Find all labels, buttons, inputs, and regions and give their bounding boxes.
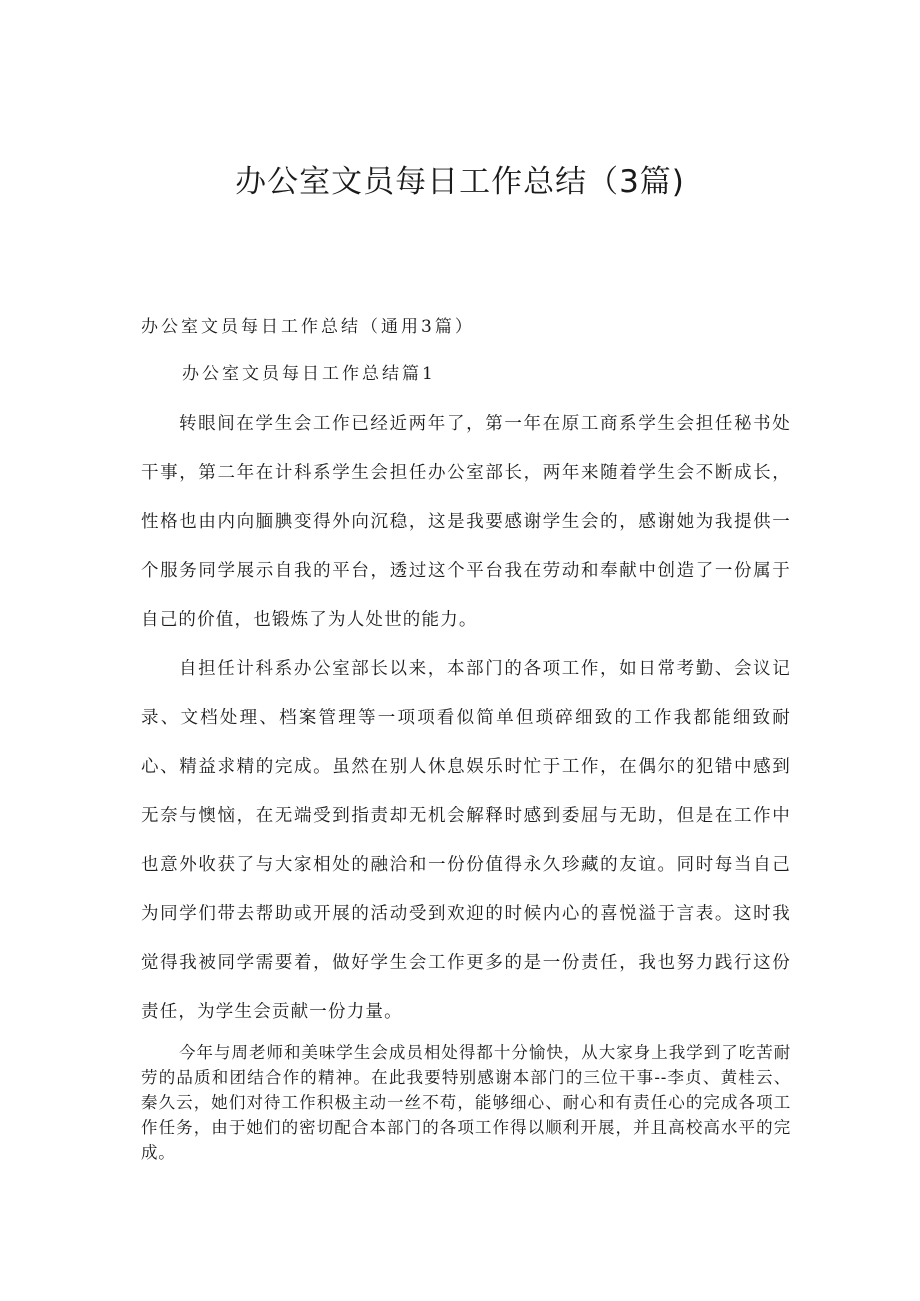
document-title: 办公室文员每日工作总结（3篇) bbox=[235, 164, 685, 200]
section-heading: 办公室文员每日工作总结篇1 bbox=[182, 364, 436, 384]
body-paragraph: 转眼间在学生会工作已经近两年了，第一年在原工商系学生会担任秘书处干事，第二年在计科系学生会担任办公室部长，两年来随着学生会不断成长，性格也由内向腼腆变得外向沉稳，这是我要感谢学生会的，感谢她为我提供一个服务同学展示自我的平台，透过这个平台我在劳动和奉献中创造了一份属于自己的价值，也锻炼了为人处世的能力。 bbox=[141, 414, 791, 630]
body-paragraph: 自担任计科系办公室部长以来，本部门的各项工作，如日常考勤、会议记录、文档处理、档案管理等一项项看似简单但琐碎细致的工作我都能细致耐心、精益求精的完成。虽然在别人休息娱乐时忙于工作，在偶尔的犯错中感到无奈与懊恼，在无端受到指责却无机会解释时感到委屈与无助，但是在工作中也意外收获了与大家相处的融洽和一份份值得永久珍藏的友谊。同时每当自己为同学们带去帮助或开展的活动受到欢迎的时候内心的喜悦溢于言表。这时我觉得我被同学需要着，做好学生会工作更多的是一份责任，我也努力践行这份责任，为学生会贡献一份力量。 bbox=[141, 659, 791, 1022]
body-paragraph: 今年与周老师和美味学生会成员相处得都十分愉快，从大家身上我学到了吃苦耐劳的品质和团结合作的精神。在此我要特别感谢本部门的三位干事--李贞、黄桂云、秦久云，她们对待工作积极主动一丝不苟，能够细心、耐心和有责任心的完成各项工作任务，由于她们的密切配合本部门的各项工作得以顺利开展，并且高校高水平的完成。 bbox=[141, 1043, 791, 1162]
document-subtitle: 办公室文员每日工作总结（通用3篇） bbox=[141, 317, 475, 337]
